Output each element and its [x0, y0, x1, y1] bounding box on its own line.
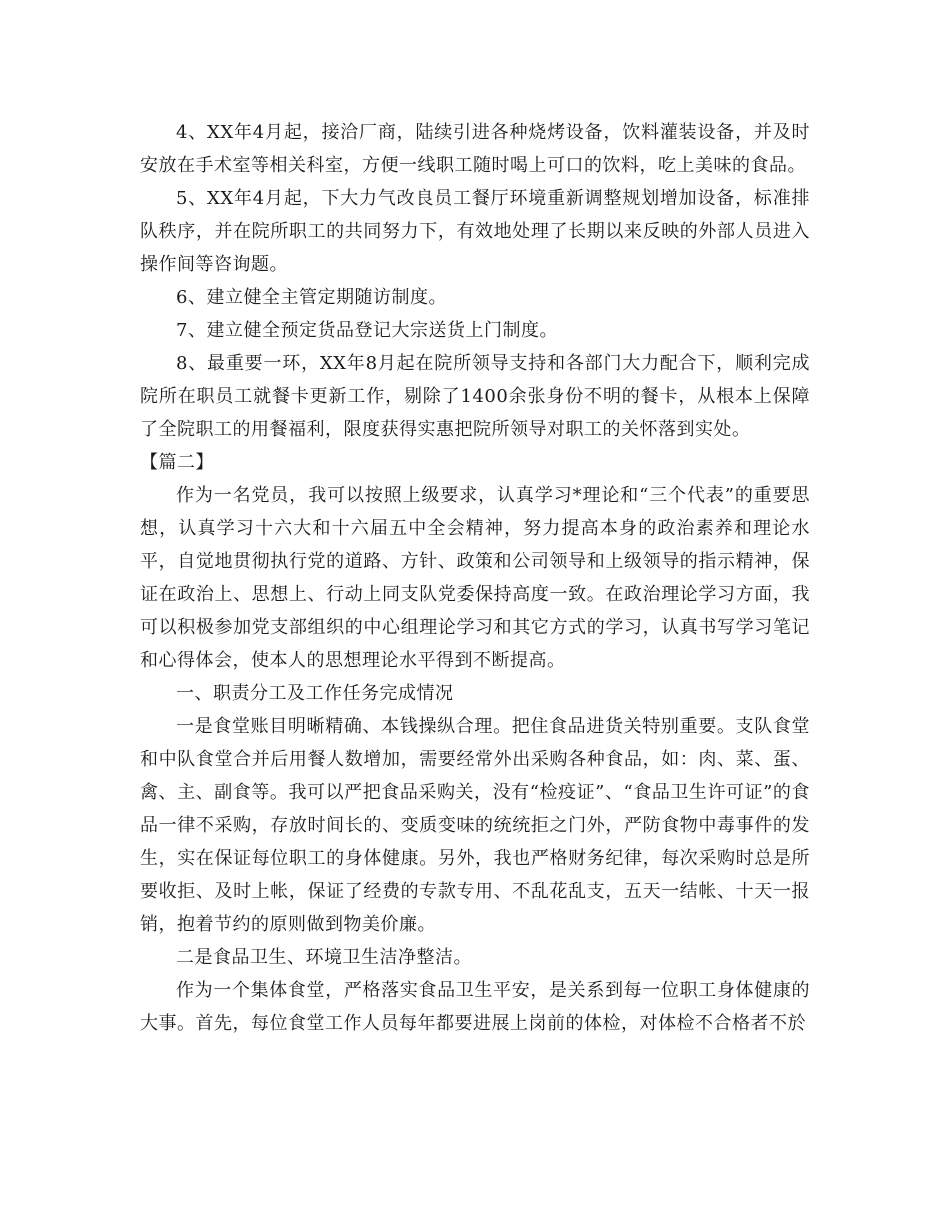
paragraph-canteen-safety: 作为一个集体食堂，严格落实食品卫生平安，是关系到每一位职工身体健康的大事。首先，每位食堂工作人员每年都要进展上岗前的体检，对体检不合格者不於 [140, 980, 810, 1034]
paragraph-item-4: 4、XX年4月起，接洽厂商，陆续引进各种烧烤设备，饮料灌装设备，并及时安放在手术室等相关科室，方便一线职工随时喝上可口的饮料，吃上美味的食品。 [140, 122, 810, 176]
section-heading-duties: 一、职责分工及工作任务完成情况 [176, 683, 454, 704]
section-heading-part-two: 【篇二】 [140, 452, 214, 473]
section-heading-hygiene: 二是食品卫生、环境卫生洁净整洁。 [176, 947, 472, 968]
paragraph-party-member: 作为一名党员，我可以按照上级要求，认真学习*理论和“三个代表”的重要思想，认真学习十六大和十六届五中全会精神，努力提高本身的政治素养和理论水平，自觉地贯彻执行党的道路、方针、政策和公司领导和上级领导的指示精神，保证在政治上、思想上、行动上同支队党委保持高度一致。在政治理论学习方面，我可以积极参加党支部组织的中心组理论学习和其它方式的学习，认真书写学习笔记和心得体会，使本人的思想理论水平得到不断提高。 [140, 485, 810, 671]
paragraph-item-5: 5、XX年4月起，下大力气改良员工餐厅环境重新调整规划增加设备，标准排队秩序，并在院所职工的共同努力下，有效地处理了长期以来反映的外部人员进入操作间等咨询题。 [140, 188, 810, 275]
paragraph-accounts: 一是食堂账目明晰精确、本钱操纵合理。把住食品进货关特别重要。支队食堂和中队食堂合并后用餐人数增加，需要经常外出采购各种食品，如：肉、菜、蛋、禽、主、副食等。我可以严把食品采购关，没有“检疫证”、“食品卫生许可证”的食品一律不采购，存放时间长的、变质变味的统统拒之门外，严防食物中毒事件的发生，实在保证每位职工的身体健康。另外，我也严格财务纪律，每次采购时总是所要收拒、及时上帐，保证了经费的专款专用、不乱花乱支，五天一结帐、十天一报销，抱着节约的原则做到物美价廉。 [140, 716, 810, 935]
paragraph-item-6: 6、建立健全主管定期随访制度。 [176, 287, 447, 308]
paragraph-item-8: 8、最重要一环，XX年8月起在院所领导支持和各部门大力配合下，顺利完成院所在职员工就餐卡更新工作，剔除了1400余张身份不明的餐卡，从根本上保障了全院职工的用餐福利，限度获得实惠把院所领导对职工的关怀落到实处。 [140, 353, 810, 440]
paragraph-item-7: 7、建立健全预定货品登记大宗送货上门制度。 [176, 320, 558, 341]
